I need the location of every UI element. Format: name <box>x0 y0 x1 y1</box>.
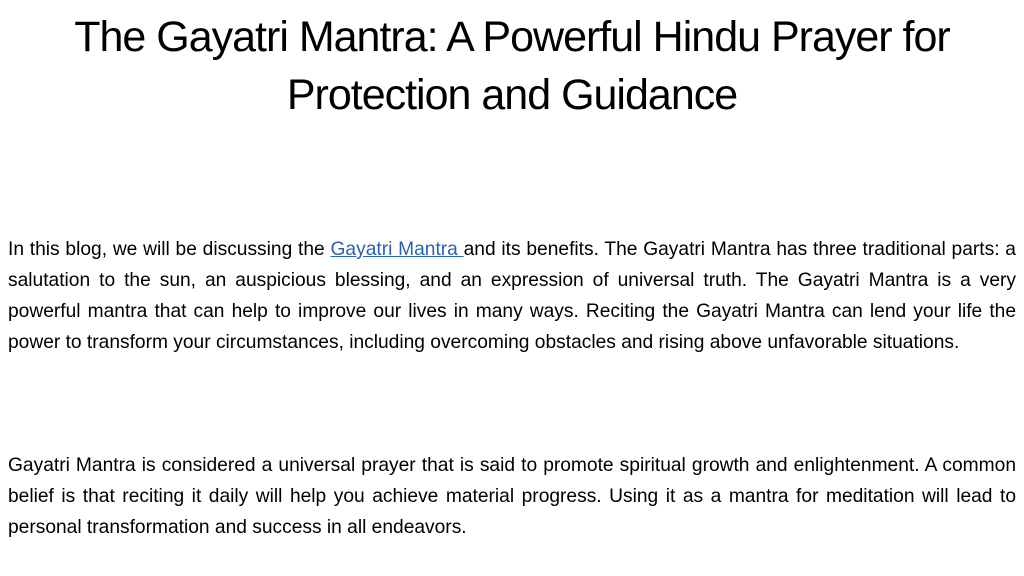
universal-prayer-paragraph: Gayatri Mantra is considered a universal prayer that is said to promote spiritual growth and enlightenment. A common belief is that reciting it daily will help you achieve material progress. Using it as a mantra for meditation will lead to personal transformation and success in all endeavors. <box>8 455 1016 538</box>
intro-text-before-link: In this blog, we will be discussing the <box>8 239 331 260</box>
page-title: The Gayatri Mantra: A Powerful Hindu Prayer for Protection and Guidance <box>74 13 950 119</box>
intro-paragraph <box>8 234 1016 358</box>
gayatri-mantra-link[interactable]: Gayatri Mantra <box>330 239 464 260</box>
intro-text-after-link: and its benefits. The Gayatri Mantra has three traditional parts: a salutation to the sun, an auspicious blessing, and an expression of universal truth. The Gayatri Mantra is a very powerful mantra that can help to improve our lives in many ways. Reciting the Gayatri Mantra can lend your life the power to transform your circumstances, including overcoming obstacles and rising above unfavorable situations. <box>8 239 1016 353</box>
